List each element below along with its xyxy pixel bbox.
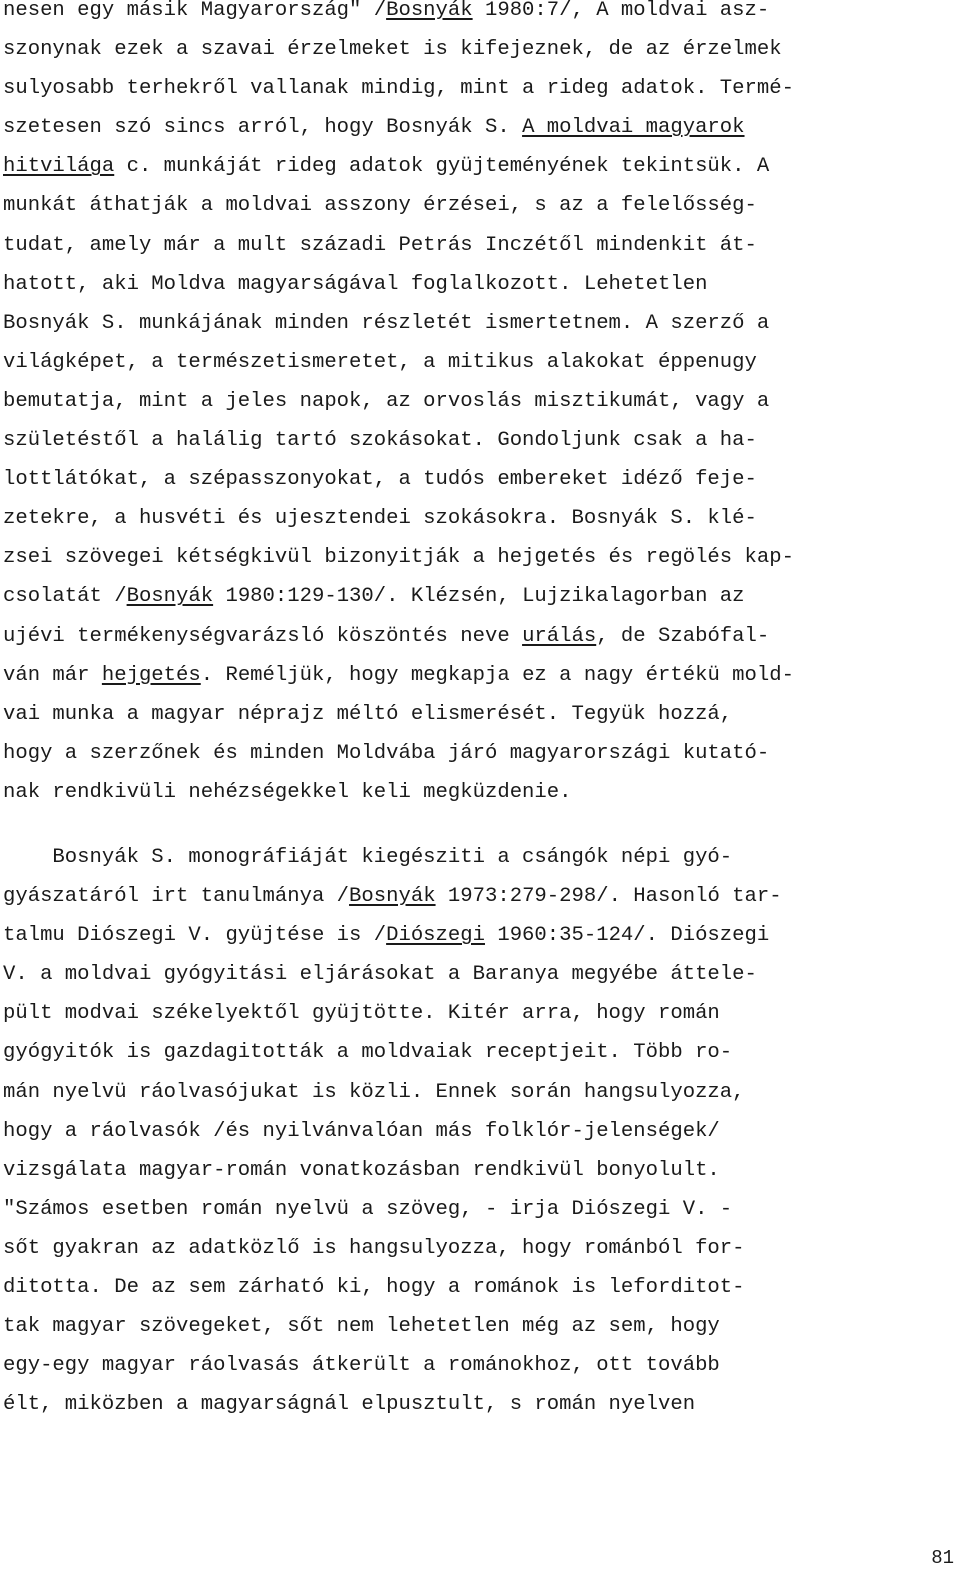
text-segment: talmu Diószegi V. gyüjtése is /	[3, 924, 387, 948]
underlined-text: hejgetés	[101, 663, 201, 687]
text-line	[3, 469, 794, 508]
text-segment: c. munkáját rideg adatok gyüjteményének tekintsük. A	[114, 155, 770, 179]
text-segment: Bosnyák S. monográfiáját kiegésziti a csángók népi gyó-	[3, 846, 733, 869]
text-line	[3, 586, 794, 625]
text-line	[3, 1394, 782, 1433]
text-segment: Bosnyák S. munkájának minden részletét ismertetnem. A szerző a	[3, 311, 770, 335]
text-segment: lottlátókat, a szépasszonyokat, a tudós embereket idéző feje-	[3, 468, 757, 492]
text-line	[3, 235, 794, 274]
underlined-text: hitvilága	[3, 155, 115, 179]
text-segment: hogy a ráolvasók /és nyilvánvalóan más folklór-jelenségek/	[3, 1119, 720, 1143]
text-line	[3, 1355, 782, 1394]
text-line	[3, 964, 782, 1003]
text-segment: élt, miközben a magyarságnál elpusztult, s román nyelven	[3, 1393, 696, 1417]
text-segment: 1980:129-130/. Klézsén, Lujzikalagorban az	[213, 585, 745, 609]
text-segment: 1960:35-124/. Diószegi	[484, 924, 770, 948]
underlined-text: Diószegi	[386, 924, 485, 948]
text-line	[3, 886, 782, 925]
text-line	[3, 547, 794, 586]
underlined-text: urálás	[522, 624, 597, 648]
text-segment: mán nyelvü ráolvasójukat is közli. Ennek során hangsulyozza,	[3, 1080, 745, 1104]
text-segment: szonynak ezek a szavai érzelmeket is kifejeznek, de az érzelmek	[3, 38, 782, 62]
text-segment: gyógyitók is gazdagitották a moldvaiak receptjeit. Több ro-	[3, 1041, 733, 1065]
text-segment: csolatát /	[3, 585, 127, 609]
text-line	[3, 1160, 782, 1199]
text-line	[3, 782, 794, 821]
text-line	[3, 704, 794, 743]
text-line	[3, 1003, 782, 1042]
text-segment: . Reméljük, hogy megkapja ez a nagy értékü mold-	[200, 663, 794, 687]
text-line	[3, 195, 794, 234]
text-line	[3, 156, 794, 195]
text-line	[3, 665, 794, 704]
text-line	[3, 117, 794, 156]
text-segment: zsei szövegei kétségkivül bizonyitják a hejgetés és regölés kap-	[3, 546, 794, 570]
paragraph-2	[3, 847, 782, 1433]
text-segment: egy-egy magyar ráolvasás átkerült a románokhoz, ott tovább	[3, 1354, 720, 1378]
text-segment: sulyosabb terhekről vallanak mindig, mint a rideg adatok. Termé-	[3, 77, 794, 101]
text-line	[3, 847, 782, 886]
text-segment: vizsgálata magyar-román vonatkozásban rendkivül bonyolult.	[3, 1158, 720, 1182]
text-segment: bemutatja, mint a jeles napok, az orvoslás misztikumát, vagy a	[3, 389, 770, 413]
text-segment: vai munka a magyar néprajz méltó elismerését. Tegyük hozzá,	[3, 702, 733, 726]
text-line	[3, 39, 794, 78]
underlined-text: Bosnyák	[126, 585, 214, 609]
text-line	[3, 0, 794, 39]
text-segment: ujévi termékenységvarázsló köszöntés neve	[3, 624, 523, 648]
text-segment: tudat, amely már a mult századi Petrás Inczétől mindenkit át-	[3, 233, 757, 257]
text-segment: pült modvai székelyektől gyüjtötte. Kitér arra, hogy román	[3, 1002, 720, 1026]
text-segment: ditotta. De az sem zárható ki, hogy a románok is leforditot-	[3, 1276, 745, 1300]
underlined-text: Bosnyák	[386, 0, 473, 22]
text-segment: "Számos esetben román nyelvü a szöveg, - irja Diószegi V. -	[3, 1197, 733, 1221]
text-segment: zetekre, a husvéti és ujesztendei szokásokra. Bosnyák S. klé-	[3, 507, 757, 531]
text-line	[3, 391, 794, 430]
text-segment: szetesen szó sincs arról, hogy Bosnyák S.	[3, 116, 523, 140]
text-segment: 1973:279-298/. Hasonló tar-	[435, 885, 782, 909]
underlined-text: A moldvai magyarok	[522, 116, 745, 140]
paragraph-1	[3, 0, 794, 821]
page-number: 81	[931, 1547, 954, 1569]
text-segment: 1980:7/, A moldvai asz-	[472, 0, 770, 22]
text-line	[3, 925, 782, 964]
text-line	[3, 1277, 782, 1316]
text-line	[3, 1082, 782, 1121]
text-segment: V. a moldvai gyógyitási eljárásokat a Baranya megyébe áttele-	[3, 963, 757, 987]
text-line	[3, 1042, 782, 1081]
text-segment: gyászatáról irt tanulmánya /	[3, 885, 350, 909]
text-line	[3, 78, 794, 117]
text-segment: világképet, a természetismeretet, a mitikus alakokat éppenugy	[3, 350, 757, 374]
text-segment: munkát áthatják a moldvai asszony érzései, s az a felelősség-	[3, 194, 757, 218]
text-line	[3, 1238, 782, 1277]
text-segment: nak rendkivüli nehézségekkel keli megküzdenie.	[3, 780, 572, 804]
text-line	[3, 313, 794, 352]
text-line	[3, 274, 794, 313]
text-segment: ván már	[3, 663, 102, 687]
text-segment: tak magyar szövegeket, sőt nem lehetetlen még az sem, hogy	[3, 1315, 720, 1339]
text-line	[3, 430, 794, 469]
text-segment: sőt gyakran az adatközlő is hangsulyozza, hogy románból for-	[3, 1236, 745, 1260]
text-line	[3, 1121, 782, 1160]
text-segment: hogy a szerzőnek és minden Moldvába járó magyarországi kutató-	[3, 741, 770, 765]
text-segment: születéstől a halálig tartó szokásokat. Gondoljunk csak a ha-	[3, 429, 757, 453]
text-segment: nesen egy másik Magyarország" /	[3, 0, 387, 22]
text-line	[3, 1199, 782, 1238]
text-line	[3, 508, 794, 547]
text-segment: , de Szabófal-	[596, 624, 770, 648]
text-line	[3, 352, 794, 391]
underlined-text: Bosnyák	[349, 885, 436, 909]
text-line	[3, 626, 794, 665]
text-segment: hatott, aki Moldva magyarságával foglalkozott. Lehetetlen	[3, 272, 708, 296]
text-line	[3, 1316, 782, 1355]
text-line	[3, 743, 794, 782]
